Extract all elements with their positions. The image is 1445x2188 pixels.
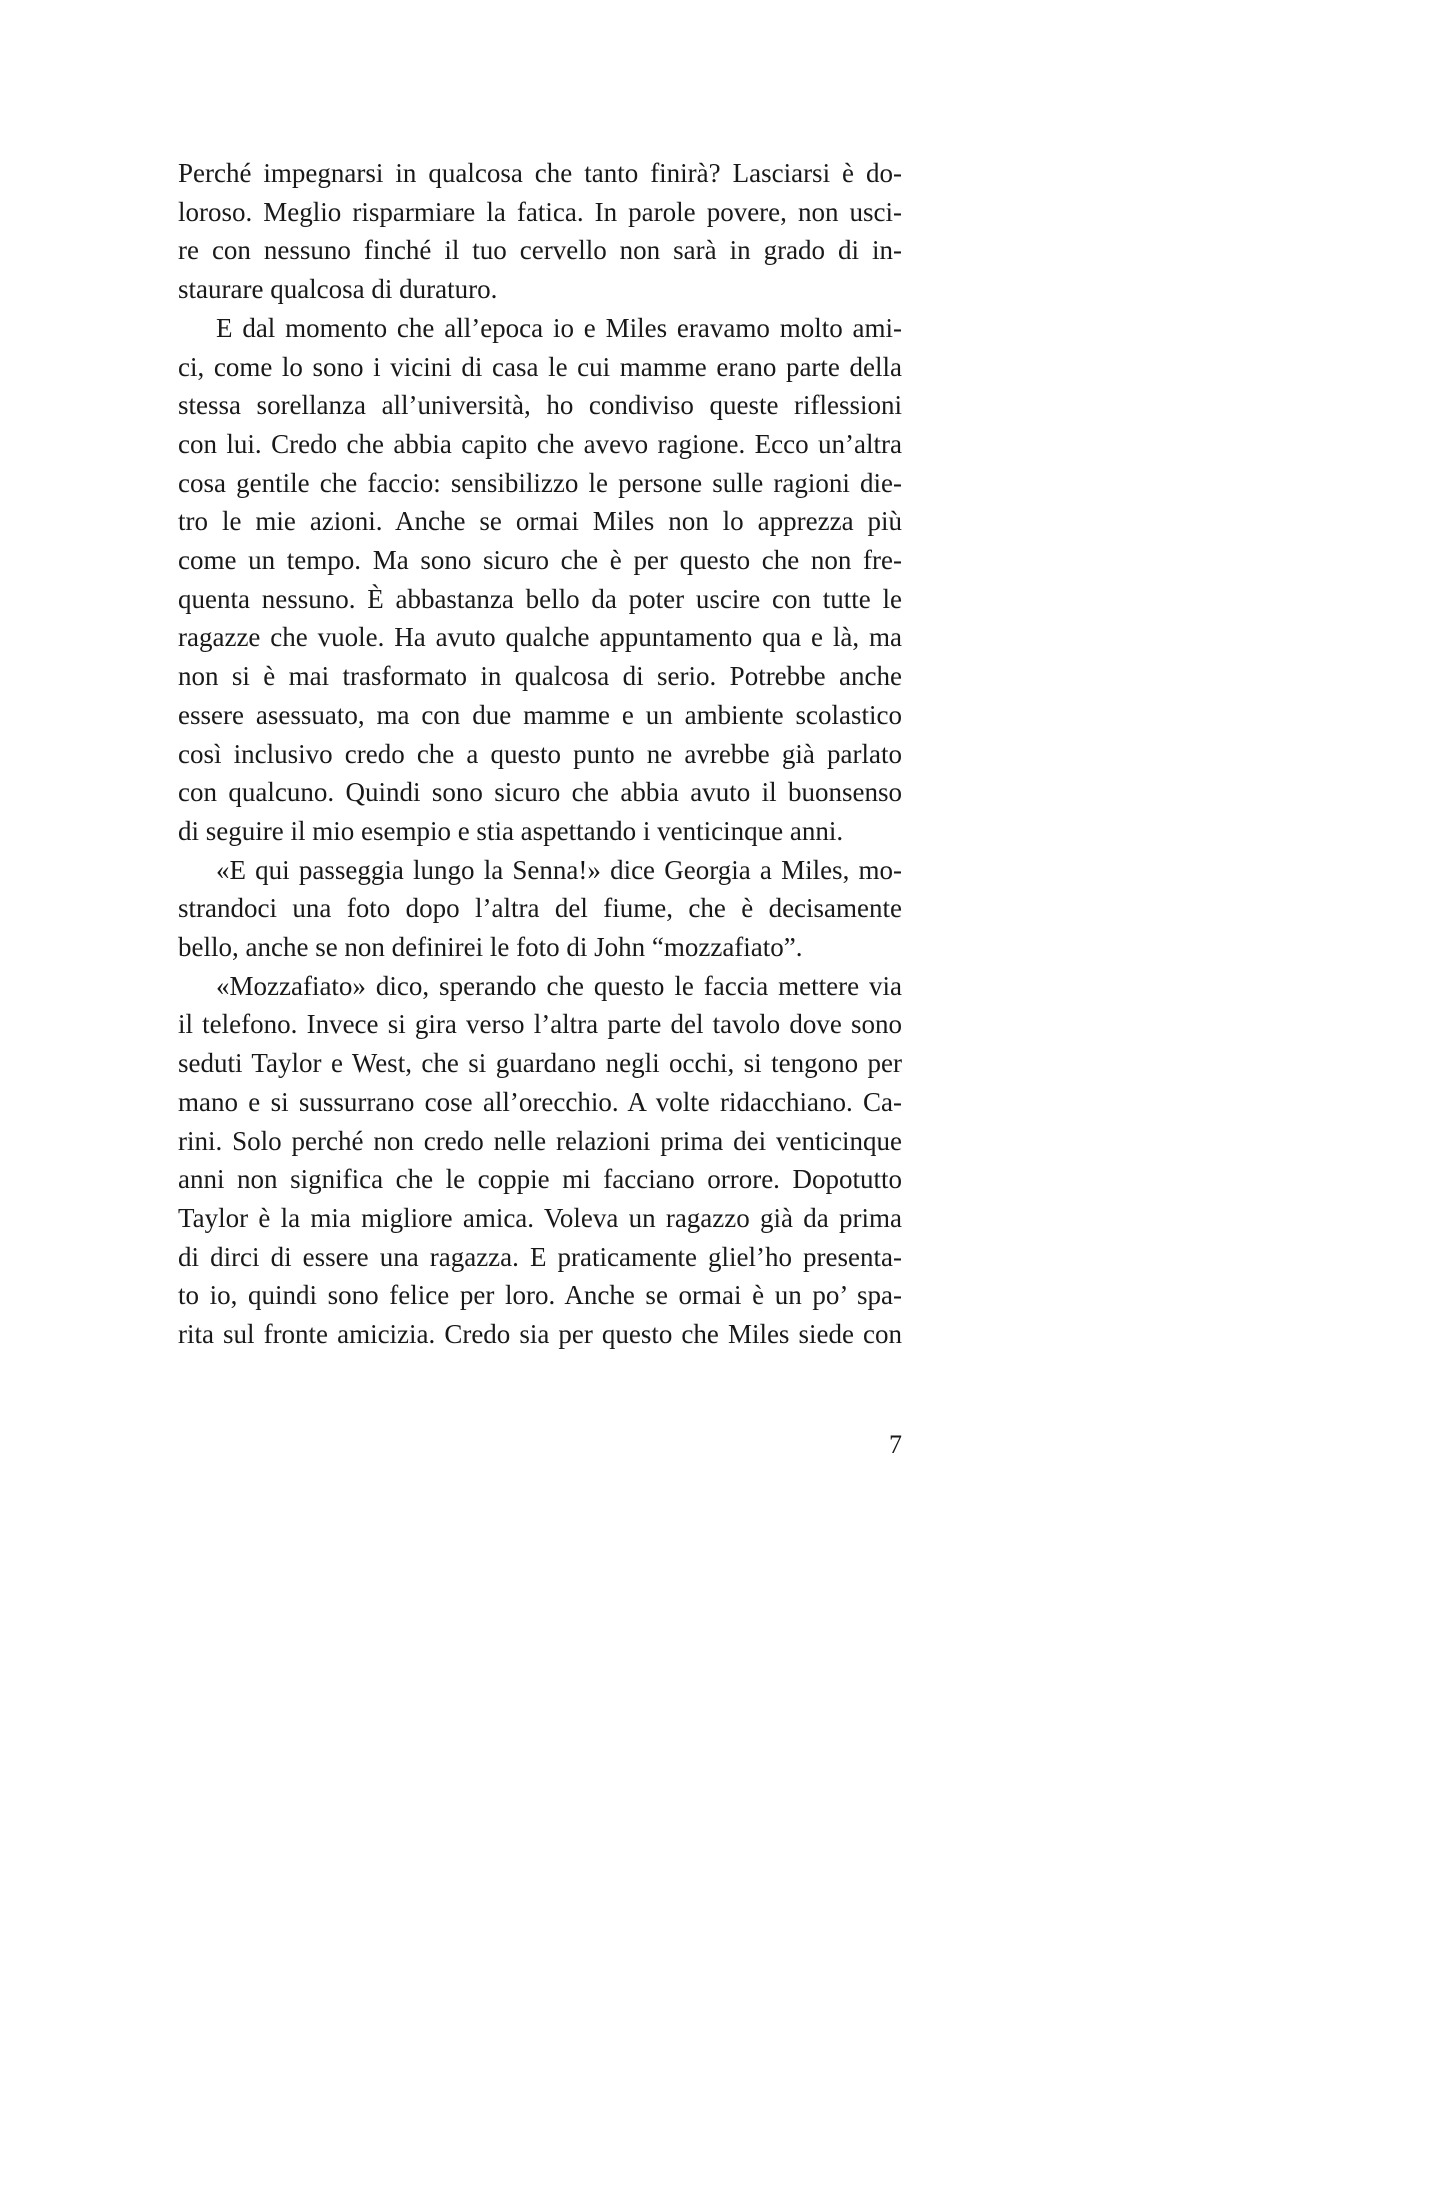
text-line: anni non significa che le coppie mi facciano orrore. Dopotutto: [178, 1164, 902, 1195]
text-line: «Mozzafiato» dico, sperando che questo le faccia mettere via: [216, 970, 902, 1001]
text-line: di dirci di essere una ragazza. E praticamente gliel’ho presenta-: [178, 1241, 902, 1272]
text-line: con lui. Credo che abbia capito che avevo ragione. Ecco un’altra: [178, 428, 902, 459]
text-line: ragazze che vuole. Ha avuto qualche appuntamento qua e là, ma: [178, 622, 902, 653]
text-line: quenta nessuno. È abbastanza bello da poter uscire con tutte le: [178, 583, 902, 614]
text-line: essere asessuato, ma con due mamme e un ambiente scolastico: [178, 699, 902, 730]
text-line: tro le mie azioni. Anche se ormai Miles non lo apprezza più: [178, 506, 902, 537]
text-line: bello, anche se non definirei le foto di John “mozzafiato”.: [178, 932, 803, 963]
text-line: re con nessuno finché il tuo cervello non sarà in grado di in-: [178, 235, 902, 266]
text-line: il telefono. Invece si gira verso l’altra parte del tavolo dove sono: [178, 1009, 902, 1040]
text-line: staurare qualcosa di duraturo.: [178, 274, 498, 305]
text-line: to io, quindi sono felice per loro. Anche se ormai è un po’ spa-: [178, 1280, 902, 1311]
text-line: Perché impegnarsi in qualcosa che tanto finirà? Lasciarsi è do-: [178, 158, 902, 188]
page-number: 7: [889, 1430, 902, 1459]
text-line: E dal momento che all’epoca io e Miles eravamo molto ami-: [216, 312, 902, 343]
text-line: come un tempo. Ma sono sicuro che è per questo che non fre-: [178, 545, 902, 576]
text-line: cosa gentile che faccio: sensibilizzo le persone sulle ragioni die-: [178, 467, 902, 498]
text-line: Taylor è la mia migliore amica. Voleva un ragazzo già da prima: [178, 1202, 902, 1233]
text-line: con qualcuno. Quindi sono sicuro che abbia avuto il buonsenso: [178, 777, 902, 808]
text-line: loroso. Meglio risparmiare la fatica. In parole povere, non usci-: [178, 196, 902, 227]
text-line: ci, come lo sono i vicini di casa le cui mamme erano parte della: [178, 351, 902, 382]
text-line: di seguire il mio esempio e stia aspettando i venticinque anni.: [178, 815, 844, 846]
text-line: non si è mai trasformato in qualcosa di serio. Potrebbe anche: [178, 661, 902, 692]
text-line: stessa sorellanza all’università, ho condiviso queste riflessioni: [178, 390, 902, 421]
text-line: mano e si sussurrano cose all’orecchio. A volte ridacchiano. Ca-: [178, 1086, 902, 1117]
text-line: rita sul fronte amicizia. Credo sia per questo che Miles siede con: [178, 1319, 902, 1350]
text-line: così inclusivo credo che a questo punto ne avrebbe già parlato: [178, 738, 902, 769]
text-line: «E qui passeggia lungo la Senna!» dice Georgia a Miles, mo-: [216, 854, 902, 885]
text-line: strandoci una foto dopo l’altra del fiume, che è decisamente: [178, 893, 902, 924]
text-line: seduti Taylor e West, che si guardano negli occhi, si tengono per: [178, 1048, 902, 1079]
page-text: [178, 154, 902, 1354]
text-line: rini. Solo perché non credo nelle relazioni prima dei venticinque: [178, 1125, 902, 1156]
